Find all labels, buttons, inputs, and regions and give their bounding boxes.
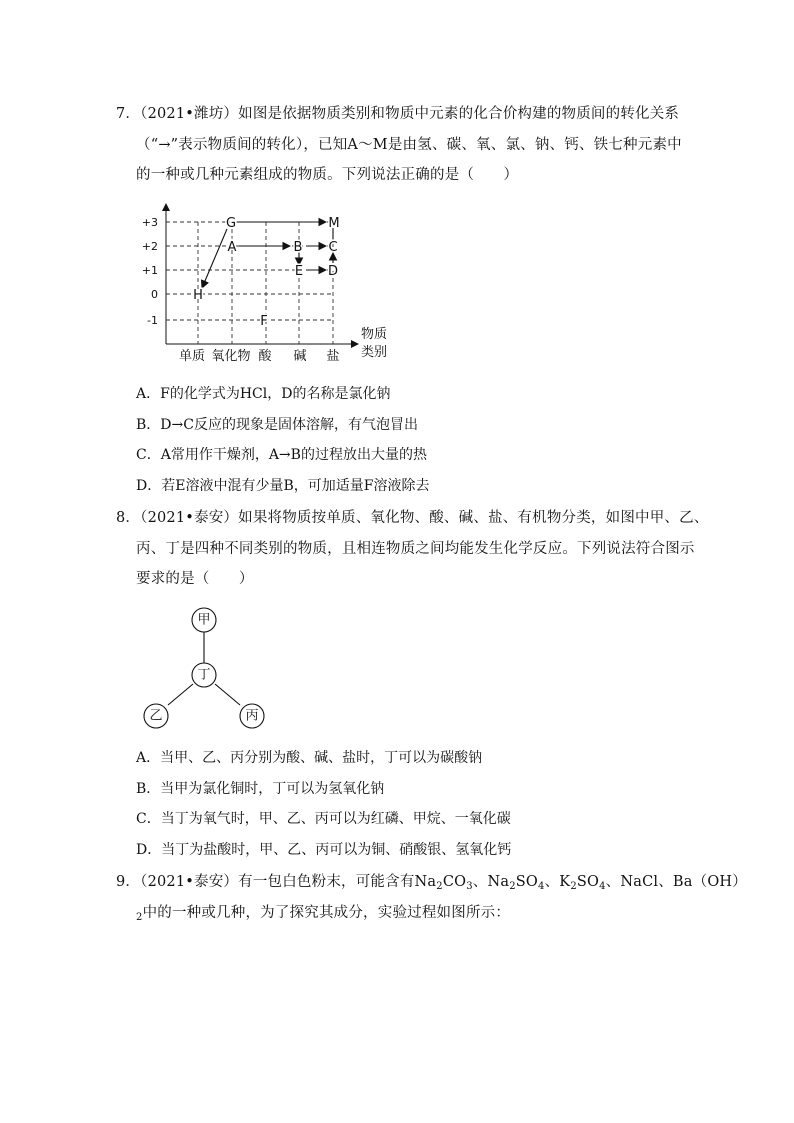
x-axis-label-1: 物质 xyxy=(360,327,388,342)
q7-option-b: B．D→C反应的现象是固体溶解，有气泡冒出 xyxy=(136,417,418,433)
q7-stem-line2: （“→”表示物质间的转化），已知A～M是由氢、碳、氧、氯、钠、钙、铁七种元素中 xyxy=(136,137,682,153)
point-c: C xyxy=(328,240,338,255)
x-category-oxide: 氧化物 xyxy=(211,349,251,364)
horizontal-gridlines xyxy=(166,222,333,320)
q9-text-part: 、Na xyxy=(472,874,510,890)
x-category-elemental: 单质 xyxy=(178,349,206,364)
q9-text-part: 、NaCl、Ba（OH） xyxy=(605,874,747,890)
q9-subscript: 4 xyxy=(538,881,545,892)
q9-text-part: SO xyxy=(576,874,600,890)
q9-subscript: 2 xyxy=(570,881,577,892)
q9-text-part: SO xyxy=(515,874,539,890)
node-center-label: 丁 xyxy=(197,667,211,683)
valence-category-chart xyxy=(136,196,396,368)
point-h: H xyxy=(193,288,203,303)
y-tick-minus1: -1 xyxy=(147,314,158,327)
y-tick-zero: 0 xyxy=(151,288,158,301)
link-center-right xyxy=(215,684,240,705)
point-e: E xyxy=(294,264,304,279)
point-b: B xyxy=(293,240,303,255)
q9-subscript: 3 xyxy=(466,881,473,892)
q9-subscript: 2 xyxy=(436,881,443,892)
q8-option-b: B．当甲为氯化铜时，丁可以为氢氧化钠 xyxy=(136,781,385,797)
q8-stem-line1: 8．（2021•泰安）如果将物质按单质、氧化物、酸、碱、盐、有机物分类，如图中甲、乙、 xyxy=(116,510,709,526)
q9-subscript: 2 xyxy=(509,881,516,892)
link-center-left xyxy=(168,684,193,705)
q9-text-part: 9．（2021•泰安）有一包白色粉末，可能含有Na xyxy=(116,874,437,890)
arrow-g-to-h xyxy=(202,229,227,288)
point-g: G xyxy=(225,216,237,231)
node-top-label: 甲 xyxy=(197,612,211,628)
q9-text-part: 中的一种或几种，为了探究其成分，实验过程如图所示： xyxy=(142,905,511,921)
q9-subscript: 4 xyxy=(599,881,606,892)
q7-stem-line3: 的一种或几种元素组成的物质。下列说法正确的是（ ） xyxy=(136,167,519,183)
y-tick-plus3: +3 xyxy=(141,216,158,229)
q8-stem-line2: 丙、丁是四种不同类别的物质，且相连物质之间均能发生化学反应。下列说法符合图示 xyxy=(136,541,695,557)
q8-option-c: C．当丁为氧气时，甲、乙、丙可以为红磷、甲烷、一氧化碳 xyxy=(136,811,511,827)
x-category-salt: 盐 xyxy=(326,349,340,364)
q8-stem-line3: 要求的是（ ） xyxy=(136,571,254,587)
node-right-label: 丙 xyxy=(245,708,259,724)
q7-option-c: C．A常用作干燥剂，A→B的过程放出大量的热 xyxy=(136,447,427,463)
q8-option-a: A．当甲、乙、丙分别为酸、碱、盐时，丁可以为碳酸钠 xyxy=(136,750,483,766)
point-d: D xyxy=(327,264,339,279)
q9-text-part: 、K xyxy=(544,874,571,890)
q9-subscript: 2 xyxy=(136,912,143,923)
q7-stem-line1: 7．（2021•潍坊）如图是依据物质类别和物质中元素的化合价构建的物质间的转化关系 xyxy=(116,106,680,122)
x-category-base: 碱 xyxy=(293,349,307,364)
y-tick-plus2: +2 xyxy=(141,240,158,253)
y-tick-plus1: +1 xyxy=(141,264,158,277)
reaction-network-diagram xyxy=(136,602,276,732)
q9-text-part: CO xyxy=(442,874,467,890)
point-a: A xyxy=(227,240,237,255)
node-left-label: 乙 xyxy=(149,708,163,724)
q9-stem-line2 xyxy=(136,903,510,928)
point-m: M xyxy=(328,216,340,231)
q7-option-a: A．F的化学式为HCl，D的名称是氯化钠 xyxy=(136,386,391,402)
point-f: F xyxy=(260,314,268,329)
q9-stem-line1 xyxy=(116,872,747,897)
x-axis-label-2: 类别 xyxy=(360,345,388,360)
q7-option-d: D．若E溶液中混有少量B，可加适量F溶液除去 xyxy=(136,478,430,494)
q8-option-d: D．当丁为盐酸时，甲、乙、丙可以为铜、硝酸银、氢氧化钙 xyxy=(136,842,512,858)
x-category-acid: 酸 xyxy=(258,349,272,364)
